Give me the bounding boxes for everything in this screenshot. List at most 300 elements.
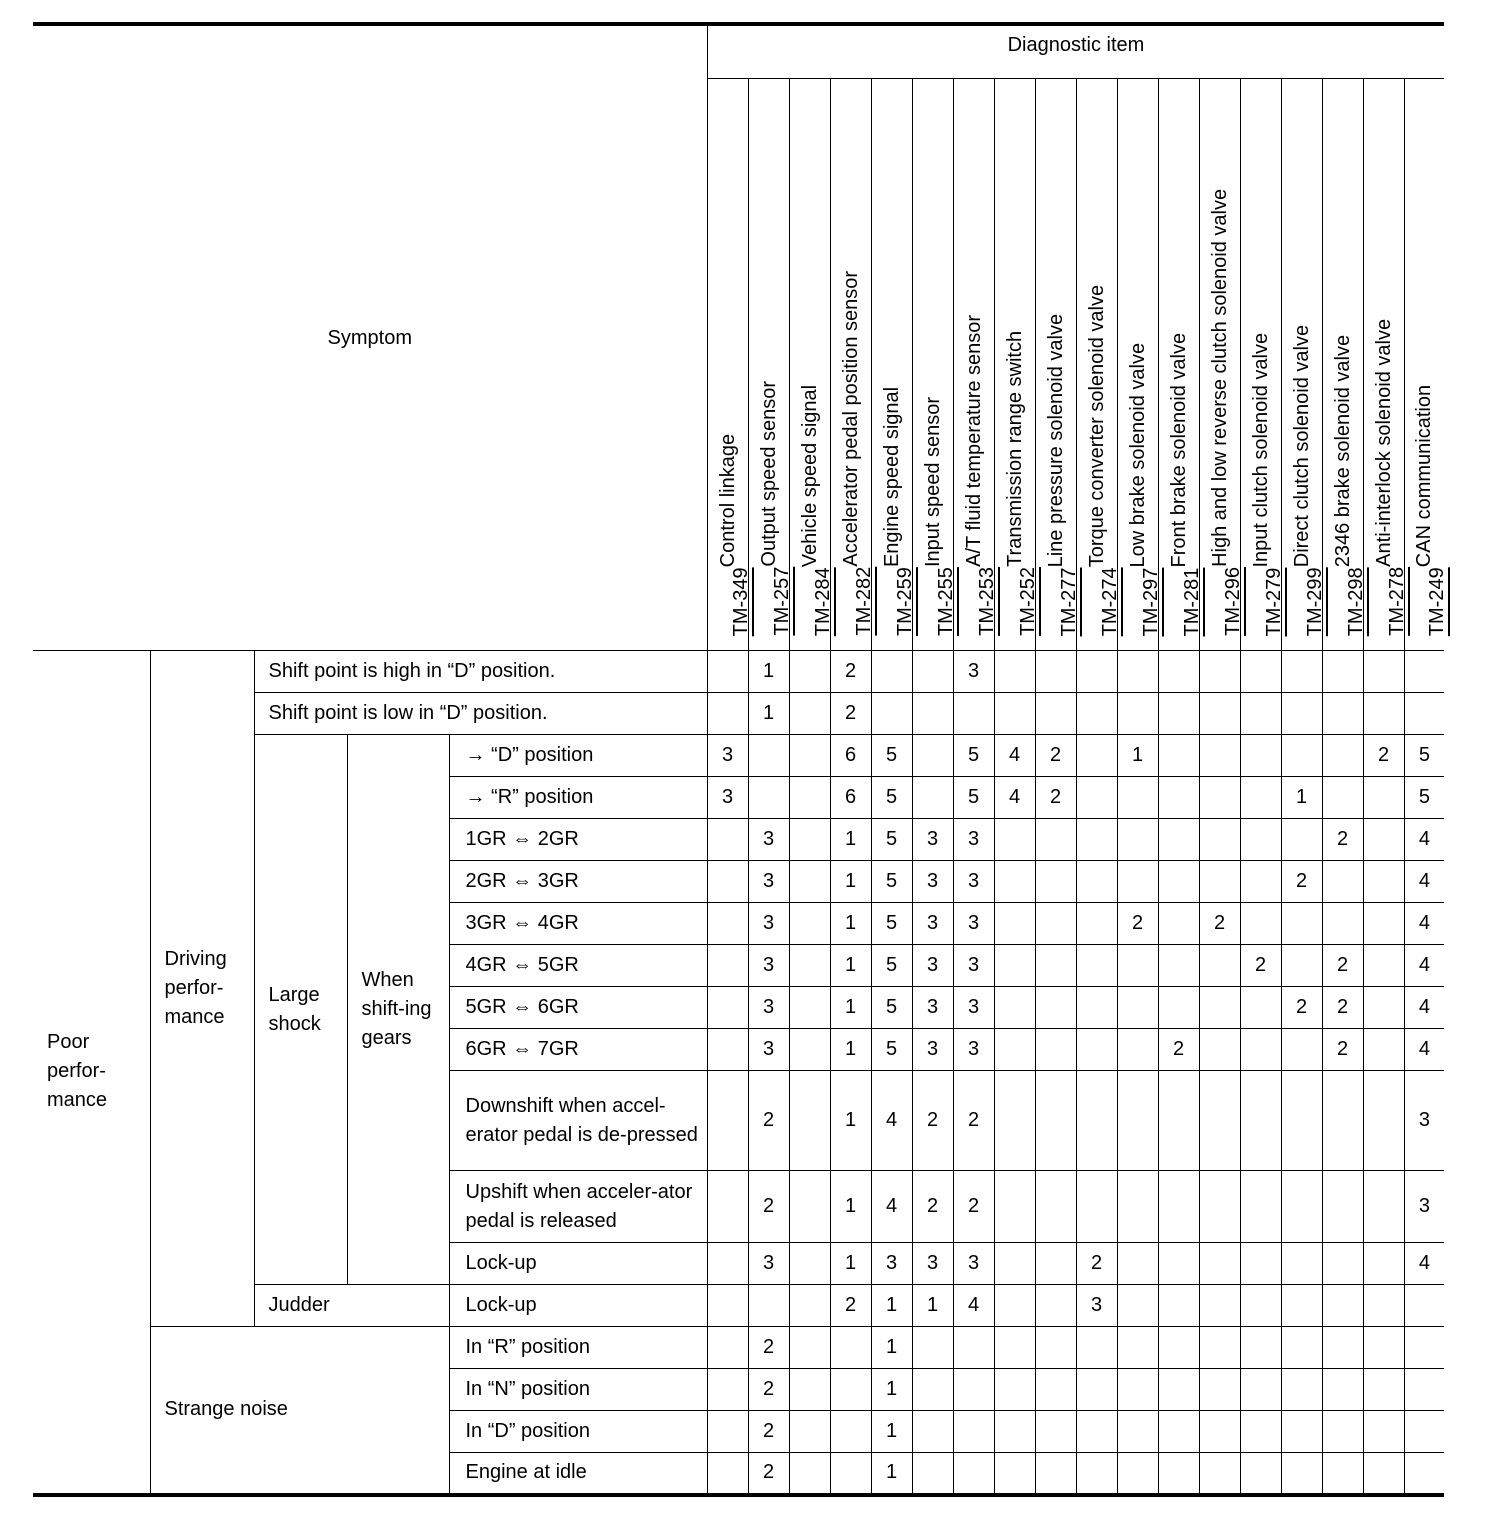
priority-value xyxy=(912,1411,953,1453)
priority-value xyxy=(1281,1243,1322,1285)
priority-value: 4 xyxy=(1404,1029,1444,1071)
symptom-cell: 1GR ⇔ 2GR xyxy=(449,819,707,861)
priority-value xyxy=(1076,987,1117,1029)
priority-value xyxy=(1363,903,1404,945)
priority-value xyxy=(1404,1285,1444,1327)
priority-value xyxy=(789,1071,830,1171)
priority-value xyxy=(1322,651,1363,693)
priority-value xyxy=(1322,1071,1363,1171)
symptom-cell: Lock-up xyxy=(449,1243,707,1285)
column-name: Control linkage xyxy=(716,433,739,568)
priority-value xyxy=(1158,861,1199,903)
priority-value xyxy=(1322,1243,1363,1285)
column-name: Front brake solenoid valve xyxy=(1167,332,1190,568)
priority-value xyxy=(994,1285,1035,1327)
priority-value xyxy=(789,735,830,777)
priority-value xyxy=(1035,1243,1076,1285)
priority-value xyxy=(1035,651,1076,693)
priority-value: 3 xyxy=(748,903,789,945)
priority-value xyxy=(1199,1369,1240,1411)
priority-value xyxy=(1240,1029,1281,1071)
priority-value: 1 xyxy=(748,651,789,693)
column-ref-link[interactable]: TM-281 xyxy=(1180,567,1203,636)
priority-value: 2 xyxy=(748,1171,789,1243)
group-strange-noise: Strange noise xyxy=(150,1327,449,1495)
table-row xyxy=(33,1327,1444,1369)
priority-value xyxy=(1035,1369,1076,1411)
priority-value xyxy=(1404,1411,1444,1453)
priority-value xyxy=(994,1453,1035,1495)
column-name: Input speed sensor xyxy=(921,396,944,568)
priority-value: 2 xyxy=(1322,945,1363,987)
priority-value: 1 xyxy=(830,903,871,945)
priority-value: 2 xyxy=(953,1071,994,1171)
priority-value xyxy=(1199,1029,1240,1071)
priority-value: 5 xyxy=(1404,777,1444,819)
priority-value: 3 xyxy=(953,1029,994,1071)
priority-value: 4 xyxy=(871,1071,912,1171)
priority-value: 1 xyxy=(830,819,871,861)
priority-value: 2 xyxy=(1076,1243,1117,1285)
priority-value xyxy=(1240,861,1281,903)
priority-value xyxy=(1281,1369,1322,1411)
priority-value xyxy=(1158,903,1199,945)
priority-value xyxy=(1404,1327,1444,1369)
priority-value xyxy=(707,861,748,903)
symptom-header: Symptom xyxy=(33,24,707,651)
priority-value xyxy=(1076,903,1117,945)
priority-value xyxy=(1158,735,1199,777)
priority-value xyxy=(789,1411,830,1453)
priority-value: 3 xyxy=(953,819,994,861)
priority-value xyxy=(994,987,1035,1029)
priority-value xyxy=(1117,1285,1158,1327)
priority-value: 4 xyxy=(1404,819,1444,861)
symptom-cell: 6GR ⇔ 7GR xyxy=(449,1029,707,1071)
priority-value xyxy=(1404,651,1444,693)
column-name: Torque converter solenoid valve xyxy=(1085,284,1108,568)
priority-value xyxy=(1158,1369,1199,1411)
priority-value: 5 xyxy=(953,777,994,819)
priority-value: 2 xyxy=(1322,1029,1363,1071)
column-ref-link[interactable]: TM-297 xyxy=(1139,567,1162,636)
priority-value xyxy=(1117,1453,1158,1495)
priority-value xyxy=(1281,1453,1322,1495)
priority-value xyxy=(1035,903,1076,945)
priority-value: 5 xyxy=(1404,735,1444,777)
priority-value xyxy=(1158,819,1199,861)
priority-value: 2 xyxy=(1281,861,1322,903)
priority-value: 2 xyxy=(1199,903,1240,945)
priority-value: 3 xyxy=(748,861,789,903)
priority-value xyxy=(789,1453,830,1495)
priority-value xyxy=(1363,861,1404,903)
priority-value xyxy=(912,693,953,735)
priority-value xyxy=(789,693,830,735)
priority-value xyxy=(1240,1171,1281,1243)
priority-value xyxy=(1363,1071,1404,1171)
priority-value xyxy=(707,945,748,987)
symptom-cell: Engine at idle xyxy=(449,1453,707,1495)
priority-value xyxy=(1076,1327,1117,1369)
priority-value xyxy=(1363,1029,1404,1071)
symptom-cell: Upshift when acceler-ator pedal is released xyxy=(449,1171,707,1243)
column-ref-link[interactable]: TM-278 xyxy=(1385,567,1408,636)
priority-value xyxy=(1281,903,1322,945)
priority-value: 1 xyxy=(871,1327,912,1369)
priority-value xyxy=(748,1285,789,1327)
priority-value xyxy=(994,861,1035,903)
priority-value xyxy=(1281,735,1322,777)
priority-value xyxy=(748,735,789,777)
priority-value: 4 xyxy=(1404,987,1444,1029)
priority-value: 2 xyxy=(1281,987,1322,1029)
column-ref-link[interactable]: TM-253 xyxy=(975,567,998,636)
priority-value xyxy=(1363,987,1404,1029)
priority-value xyxy=(1158,1327,1199,1369)
column-name: Input clutch solenoid valve xyxy=(1249,332,1272,568)
priority-value: 2 xyxy=(1363,735,1404,777)
priority-value xyxy=(707,903,748,945)
column-ref-link[interactable]: TM-298 xyxy=(1344,567,1367,636)
priority-value xyxy=(1117,1369,1158,1411)
priority-value: 2 xyxy=(1158,1029,1199,1071)
column-name: High and low reverse clutch solenoid valve xyxy=(1208,189,1231,568)
priority-value xyxy=(1199,819,1240,861)
priority-value xyxy=(707,1243,748,1285)
priority-value xyxy=(1199,735,1240,777)
priority-value xyxy=(1322,777,1363,819)
priority-value xyxy=(1404,1369,1444,1411)
priority-value xyxy=(1199,1327,1240,1369)
priority-value xyxy=(1281,651,1322,693)
priority-value xyxy=(1281,1171,1322,1243)
column-ref-link[interactable]: TM-296 xyxy=(1221,567,1244,636)
priority-value: 3 xyxy=(953,903,994,945)
priority-value: 5 xyxy=(871,777,912,819)
priority-value xyxy=(748,777,789,819)
priority-value xyxy=(1035,1071,1076,1171)
priority-value: 3 xyxy=(953,651,994,693)
priority-value xyxy=(789,1029,830,1071)
symptom-cell: Shift point is low in “D” position. xyxy=(254,693,707,735)
priority-value xyxy=(871,693,912,735)
priority-value xyxy=(1322,1453,1363,1495)
symptom-cell: Lock-up xyxy=(449,1285,707,1327)
priority-value xyxy=(912,735,953,777)
priority-value xyxy=(707,1453,748,1495)
priority-value xyxy=(1158,987,1199,1029)
priority-value xyxy=(1158,651,1199,693)
priority-value xyxy=(994,1411,1035,1453)
priority-value xyxy=(1363,777,1404,819)
column-ref-link[interactable]: TM-255 xyxy=(934,567,957,636)
priority-value xyxy=(1199,1285,1240,1327)
priority-value xyxy=(789,1327,830,1369)
priority-value xyxy=(789,861,830,903)
priority-value: 5 xyxy=(871,945,912,987)
priority-value xyxy=(830,1453,871,1495)
priority-value xyxy=(1117,1327,1158,1369)
priority-value: 3 xyxy=(1404,1171,1444,1243)
priority-value: 4 xyxy=(953,1285,994,1327)
priority-value xyxy=(1158,1171,1199,1243)
priority-value xyxy=(789,819,830,861)
group-poor-performance: Poor perfor-mance xyxy=(33,651,150,1495)
priority-value: 1 xyxy=(830,861,871,903)
symptom-cell: → “D” position xyxy=(449,735,707,777)
column-name: Direct clutch solenoid valve xyxy=(1290,324,1313,568)
priority-value: 2 xyxy=(748,1411,789,1453)
diagnostic-item-header: Diagnostic item xyxy=(707,24,1444,79)
priority-value xyxy=(1076,819,1117,861)
priority-value xyxy=(953,693,994,735)
priority-value xyxy=(871,651,912,693)
priority-value xyxy=(994,945,1035,987)
priority-value xyxy=(1199,1071,1240,1171)
priority-value: 3 xyxy=(912,987,953,1029)
priority-value xyxy=(789,1171,830,1243)
symptom-cell: In “N” position xyxy=(449,1369,707,1411)
priority-value xyxy=(1240,651,1281,693)
priority-value xyxy=(1322,1369,1363,1411)
priority-value xyxy=(1363,651,1404,693)
priority-value: 2 xyxy=(912,1171,953,1243)
priority-value xyxy=(1199,861,1240,903)
priority-value xyxy=(707,1029,748,1071)
priority-value: 1 xyxy=(871,1369,912,1411)
priority-value xyxy=(994,693,1035,735)
priority-value xyxy=(1281,945,1322,987)
priority-value xyxy=(953,1369,994,1411)
priority-value xyxy=(707,693,748,735)
priority-value xyxy=(1281,1285,1322,1327)
priority-value xyxy=(789,903,830,945)
priority-value xyxy=(994,819,1035,861)
column-header-tm-249 xyxy=(1404,79,1449,651)
priority-value xyxy=(1281,1071,1322,1171)
priority-value xyxy=(1035,1171,1076,1243)
priority-value xyxy=(1240,1369,1281,1411)
priority-value: 1 xyxy=(748,693,789,735)
priority-value: 3 xyxy=(707,777,748,819)
priority-value xyxy=(994,651,1035,693)
column-ref-link[interactable]: TM-259 xyxy=(893,567,916,636)
priority-value xyxy=(1117,945,1158,987)
column-ref-link[interactable]: TM-274 xyxy=(1098,567,1121,636)
symptom-cell: 5GR ⇔ 6GR xyxy=(449,987,707,1029)
priority-value xyxy=(1117,651,1158,693)
priority-value xyxy=(1322,1285,1363,1327)
column-ref-link[interactable]: TM-252 xyxy=(1016,567,1039,636)
priority-value xyxy=(1322,1171,1363,1243)
priority-value xyxy=(1322,693,1363,735)
priority-value: 5 xyxy=(871,861,912,903)
column-ref-link[interactable]: TM-282 xyxy=(852,567,875,636)
symptom-cell: → “R” position xyxy=(449,777,707,819)
priority-value xyxy=(1240,1327,1281,1369)
priority-value xyxy=(1035,1285,1076,1327)
priority-value xyxy=(1281,1411,1322,1453)
priority-value xyxy=(1117,819,1158,861)
priority-value: 2 xyxy=(830,693,871,735)
priority-value xyxy=(1199,1453,1240,1495)
priority-value xyxy=(1117,1071,1158,1171)
priority-value: 3 xyxy=(1076,1285,1117,1327)
column-ref-link[interactable]: TM-279 xyxy=(1262,567,1285,636)
priority-value xyxy=(953,1453,994,1495)
priority-value: 2 xyxy=(1035,777,1076,819)
priority-value: 4 xyxy=(994,735,1035,777)
priority-value xyxy=(1035,1029,1076,1071)
group-large-shock: Large shock xyxy=(254,735,347,1285)
column-ref-link[interactable]: TM-277 xyxy=(1057,567,1080,636)
priority-value: 1 xyxy=(871,1411,912,1453)
priority-value xyxy=(1158,945,1199,987)
priority-value: 3 xyxy=(912,903,953,945)
priority-value xyxy=(1035,693,1076,735)
priority-value: 3 xyxy=(912,945,953,987)
priority-value: 2 xyxy=(748,1453,789,1495)
priority-value xyxy=(1076,735,1117,777)
priority-value xyxy=(1363,1327,1404,1369)
symptom-cell: In “R” position xyxy=(449,1327,707,1369)
priority-value xyxy=(1240,1411,1281,1453)
priority-value xyxy=(1076,945,1117,987)
priority-value xyxy=(1076,693,1117,735)
column-ref-link[interactable]: TM-249 xyxy=(1426,567,1449,636)
priority-value xyxy=(1281,693,1322,735)
priority-value: 2 xyxy=(830,651,871,693)
priority-value xyxy=(1199,693,1240,735)
priority-value xyxy=(1240,1453,1281,1495)
priority-value xyxy=(1322,861,1363,903)
group-when-shifting: When shift-ing gears xyxy=(347,735,449,1285)
priority-value xyxy=(1322,1411,1363,1453)
priority-value: 3 xyxy=(748,1243,789,1285)
symptom-cell: In “D” position xyxy=(449,1411,707,1453)
priority-value: 3 xyxy=(953,945,994,987)
priority-value xyxy=(953,1327,994,1369)
priority-value xyxy=(994,1369,1035,1411)
priority-value xyxy=(994,1029,1035,1071)
priority-value: 2 xyxy=(912,1071,953,1171)
symptom-cell: Downshift when accel-erator pedal is de-pressed xyxy=(449,1071,707,1171)
priority-value xyxy=(789,777,830,819)
priority-value xyxy=(1322,735,1363,777)
priority-value xyxy=(994,1071,1035,1171)
priority-value xyxy=(1076,1369,1117,1411)
column-name: Accelerator pedal position sensor xyxy=(839,271,862,568)
priority-value: 3 xyxy=(748,819,789,861)
priority-value: 6 xyxy=(830,735,871,777)
priority-value: 3 xyxy=(953,987,994,1029)
priority-value: 2 xyxy=(830,1285,871,1327)
priority-value: 2 xyxy=(1322,819,1363,861)
priority-value xyxy=(1240,1071,1281,1171)
priority-value xyxy=(830,1369,871,1411)
priority-value: 1 xyxy=(1281,777,1322,819)
column-ref-link[interactable]: TM-299 xyxy=(1303,567,1326,636)
priority-value: 1 xyxy=(830,945,871,987)
priority-value xyxy=(912,651,953,693)
priority-value xyxy=(912,1369,953,1411)
priority-value xyxy=(707,1171,748,1243)
priority-value xyxy=(994,1171,1035,1243)
column-name: 2346 brake solenoid valve xyxy=(1331,334,1354,568)
column-name: Engine speed signal xyxy=(880,386,903,568)
priority-value: 1 xyxy=(830,1029,871,1071)
priority-value xyxy=(912,777,953,819)
priority-value: 4 xyxy=(1404,1243,1444,1285)
priority-value xyxy=(707,1071,748,1171)
priority-value xyxy=(1240,819,1281,861)
priority-value xyxy=(1363,945,1404,987)
priority-value: 5 xyxy=(871,735,912,777)
priority-value: 2 xyxy=(953,1171,994,1243)
priority-value xyxy=(994,1327,1035,1369)
priority-value: 4 xyxy=(1404,903,1444,945)
priority-value xyxy=(1240,693,1281,735)
priority-value: 3 xyxy=(748,1029,789,1071)
priority-value xyxy=(1199,651,1240,693)
priority-value xyxy=(1117,1029,1158,1071)
priority-value: 2 xyxy=(748,1071,789,1171)
column-ref-link[interactable]: TM-349 xyxy=(729,567,752,636)
priority-value: 5 xyxy=(871,1029,912,1071)
priority-value xyxy=(1035,1411,1076,1453)
priority-value: 4 xyxy=(871,1171,912,1243)
column-name: Transmission range switch xyxy=(1003,331,1026,568)
diagnostic-table xyxy=(33,22,1449,1497)
priority-value: 5 xyxy=(871,903,912,945)
priority-value xyxy=(1363,1285,1404,1327)
priority-value xyxy=(789,945,830,987)
priority-value: 1 xyxy=(871,1453,912,1495)
priority-value xyxy=(912,1327,953,1369)
priority-value: 3 xyxy=(707,735,748,777)
priority-value xyxy=(1158,1243,1199,1285)
priority-value xyxy=(953,1411,994,1453)
priority-value xyxy=(1199,777,1240,819)
priority-value xyxy=(1240,735,1281,777)
priority-value xyxy=(1363,1243,1404,1285)
priority-value: 3 xyxy=(912,819,953,861)
priority-value: 1 xyxy=(830,1171,871,1243)
priority-value xyxy=(1199,1171,1240,1243)
column-ref-link[interactable]: TM-257 xyxy=(770,567,793,636)
priority-value: 4 xyxy=(1404,945,1444,987)
priority-value xyxy=(1199,945,1240,987)
priority-value: 1 xyxy=(1117,735,1158,777)
priority-value xyxy=(707,1369,748,1411)
column-ref-link[interactable]: TM-284 xyxy=(811,567,834,636)
priority-value: 2 xyxy=(1035,735,1076,777)
priority-value: 5 xyxy=(953,735,994,777)
priority-value xyxy=(1035,861,1076,903)
column-name: CAN communication xyxy=(1413,384,1436,568)
priority-value xyxy=(789,1369,830,1411)
priority-value: 2 xyxy=(748,1327,789,1369)
priority-value xyxy=(830,1411,871,1453)
priority-value xyxy=(1363,819,1404,861)
priority-value xyxy=(1363,1411,1404,1453)
column-name: A/T fluid temperature sensor xyxy=(962,315,985,568)
priority-value: 2 xyxy=(1240,945,1281,987)
priority-value xyxy=(789,987,830,1029)
symptom-cell: 2GR ⇔ 3GR xyxy=(449,861,707,903)
symptom-cell: Shift point is high in “D” position. xyxy=(254,651,707,693)
